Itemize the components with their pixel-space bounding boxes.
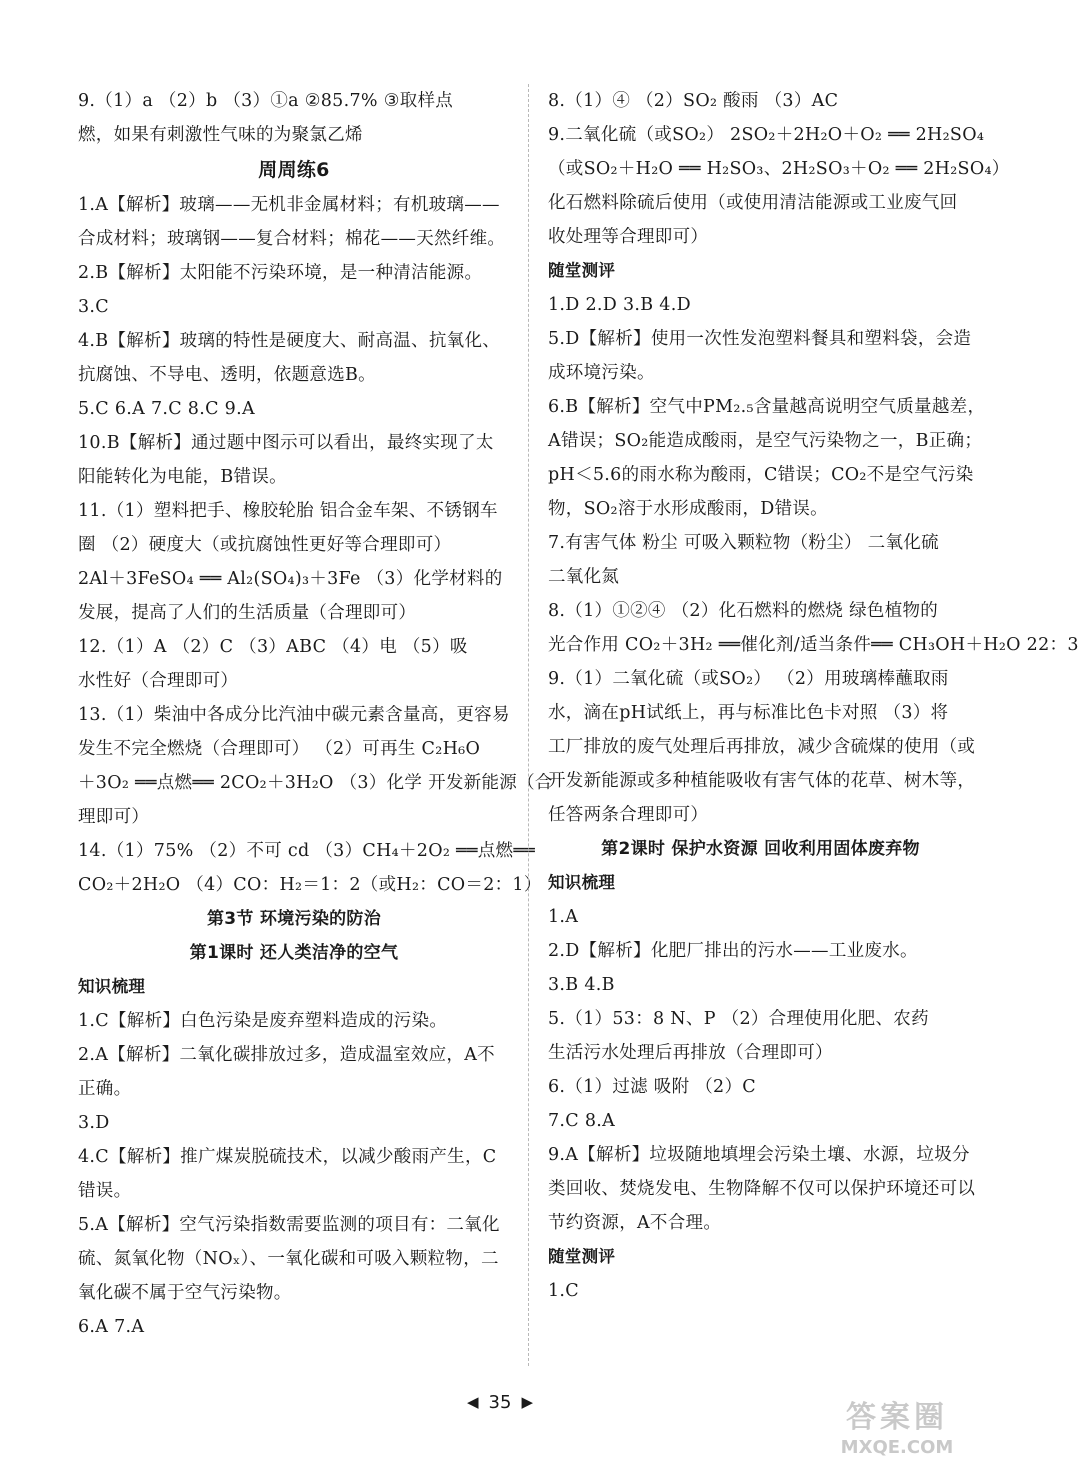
answer-line: 任答两条合理即可） xyxy=(548,805,709,825)
answer-line: 5.C 6.A 7.C 8.C 9.A xyxy=(78,399,255,419)
answer-line: 合成材料；玻璃钢——复合材料；棉花——天然纤维。 xyxy=(78,229,506,249)
answer-line: 2.A【解析】二氧化碳排放过多，造成温室效应，A不 xyxy=(78,1045,495,1065)
answer-line: 阳能转化为电能，B错误。 xyxy=(78,467,287,487)
answer-line: 5.A【解析】空气污染指数需要监测的项目有：二氧化 xyxy=(78,1215,500,1235)
answer-line: 4.B【解析】玻璃的特性是硬度大、耐高温、抗氧化、 xyxy=(78,331,501,351)
answer-line: 7.C 8.A xyxy=(548,1111,616,1131)
answer-line: （或SO₂＋H₂O ══ H₂SO₃、2H₂SO₃＋O₂ ══ 2H₂SO₄） xyxy=(548,159,1010,179)
answer-line: 7.有害气体 粉尘 可吸入颗粒物（粉尘） 二氧化硫 xyxy=(548,533,939,553)
answer-line: 4.C【解析】推广煤炭脱硫技术，以减少酸雨产生，C xyxy=(78,1147,497,1167)
answer-line: ＋3O₂ ══点燃══ 2CO₂＋3H₂O （3）化学 开发新能源（合 xyxy=(78,773,553,793)
answer-line: 5.（1）53：8 N、P （2）合理使用化肥、农药 xyxy=(548,1009,929,1029)
answer-line: 水，滴在pH试纸上，再与标准比色卡对照 （3）将 xyxy=(548,703,949,723)
answer-line: 8.（1）④ （2）SO₂ 酸雨 （3）AC xyxy=(548,91,839,111)
answer-line: 氧化碳不属于空气污染物。 xyxy=(78,1283,292,1303)
answer-line: 3.B 4.B xyxy=(548,975,615,995)
answer-line: 二氧化氮 xyxy=(548,567,620,587)
answer-line: 6.（1）过滤 吸附 （2）C xyxy=(548,1077,756,1097)
watermark-bottom-text: MXQE.COM xyxy=(840,1437,954,1458)
answer-line: 6.A 7.A xyxy=(78,1317,145,1337)
section-title: 周周练6 xyxy=(258,159,330,181)
section-subtitle: 第2课时 保护水资源 回收利用固体废弃物 xyxy=(601,839,920,859)
answer-line: 1.D 2.D 3.B 4.D xyxy=(548,295,691,315)
answer-line: 1.C xyxy=(548,1281,579,1301)
answer-line: 9.二氧化硫（或SO₂） 2SO₂＋2H₂O＋O₂ ══ 2H₂SO₄ xyxy=(548,125,985,145)
answer-line: 5.D【解析】使用一次性发泡塑料餐具和塑料袋，会造 xyxy=(548,329,972,349)
answer-line: 节约资源，A不合理。 xyxy=(548,1213,722,1233)
answer-line: 生活污水处理后再排放（合理即可） xyxy=(548,1043,833,1063)
answer-line: pH＜5.6的雨水称为酸雨，C错误；CO₂不是空气污染 xyxy=(548,465,974,485)
answer-line: 2.D【解析】化肥厂排出的污水——工业废水。 xyxy=(548,941,918,961)
answer-line: 9.（1）a （2）b （3）①a ②85.7% ③取样点 xyxy=(78,91,454,111)
answer-line: 14.（1）75% （2）不可 cd （3）CH₄＋2O₂ ══点燃══ xyxy=(78,841,535,861)
answer-line: 13.（1）柴油中各成分比汽油中碳元素含量高，更容易 xyxy=(78,705,510,725)
section-subtitle: 第1课时 还人类洁净的空气 xyxy=(189,943,399,963)
answer-line: 物，SO₂溶于水形成酸雨，D错误。 xyxy=(548,499,828,519)
answer-line: 9.（1）二氧化硫（或SO₂） （2）用玻璃棒蘸取雨 xyxy=(548,669,949,689)
answer-line: 2.B【解析】太阳能不污染环境，是一种清洁能源。 xyxy=(78,263,483,283)
answer-line: 类回收、焚烧发电、生物降解不仅可以保护环境还可以 xyxy=(548,1179,976,1199)
answer-line: 光合作用 CO₂＋3H₂ ══催化剂/适当条件══ CH₃OH＋H₂O 22：3 xyxy=(548,635,1079,655)
left-column xyxy=(78,84,553,1344)
answer-line: 工厂排放的废气处理后再排放，减少含硫煤的使用（或 xyxy=(548,737,976,757)
answer-line: CO₂＋2H₂O （4）CO：H₂＝1：2（或H₂：CO＝2：1） xyxy=(78,875,542,895)
answer-line: 10.B【解析】通过题中图示可以看出，最终实现了太 xyxy=(78,433,494,453)
section-heading: 随堂测评 xyxy=(548,261,616,280)
answer-line: 水性好（合理即可） xyxy=(78,671,239,691)
answer-line: 3.D xyxy=(78,1113,110,1133)
watermark-logo xyxy=(812,1400,982,1464)
answer-line: 8.（1）①②④ （2）化石燃料的燃烧 绿色植物的 xyxy=(548,601,939,621)
answer-line: 11.（1）塑料把手、橡胶轮胎 铝合金车架、不锈钢车 xyxy=(78,501,498,521)
answer-line: 错误。 xyxy=(78,1181,132,1201)
answer-line: 1.A xyxy=(548,907,579,927)
answer-line: 1.A【解析】玻璃——无机非金属材料；有机玻璃—— xyxy=(78,195,500,215)
section-subtitle: 第3节 环境污染的防治 xyxy=(206,909,382,929)
answer-line: 6.B【解析】空气中PM₂.₅含量越高说明空气质量越差， xyxy=(548,397,986,417)
answer-line: 正确。 xyxy=(78,1079,132,1099)
watermark-top-text: 答案圈 xyxy=(846,1400,948,1435)
answer-line: 3.C xyxy=(78,297,109,317)
next-page-icon[interactable]: ▶ xyxy=(521,1393,533,1411)
answer-line: 1.C【解析】白色污染是废弃塑料造成的污染。 xyxy=(78,1011,448,1031)
answer-line: 发展，提高了人们的生活质量（合理即可） xyxy=(78,603,417,623)
page-number: 35 xyxy=(488,1391,512,1413)
answer-line: 理即可） xyxy=(78,807,150,827)
answer-line: 收处理等合理即可） xyxy=(548,227,709,247)
section-heading: 知识梳理 xyxy=(78,977,146,996)
prev-page-icon[interactable]: ◀ xyxy=(467,1393,479,1411)
answer-line: 9.A【解析】垃圾随地填埋会污染土壤、水源，垃圾分 xyxy=(548,1145,970,1165)
answer-line: 圈 （2）硬度大（或抗腐蚀性更好等合理即可） xyxy=(78,535,452,555)
answer-line: 开发新能源或多种植能吸收有害气体的花草、树木等， xyxy=(548,771,976,791)
answer-line: 成环境污染。 xyxy=(548,363,655,383)
answer-line: 发生不完全燃烧（合理即可） （2）可再生 C₂H₆O xyxy=(78,739,481,759)
right-column xyxy=(548,84,1079,1308)
answer-line: 抗腐蚀、不导电、透明，依题意选B。 xyxy=(78,365,376,385)
section-heading: 随堂测评 xyxy=(548,1247,616,1266)
answer-line: A错误；SO₂能造成酸雨，是空气污染物之一，B正确； xyxy=(548,431,983,451)
answer-line: 12.（1）A （2）C （3）ABC （4）电 （5）吸 xyxy=(78,637,468,657)
answer-line: 硫、氮氧化物（NOₓ）、一氧化碳和可吸入颗粒物，二 xyxy=(78,1249,499,1269)
section-heading: 知识梳理 xyxy=(548,873,616,892)
column-divider xyxy=(528,84,529,1366)
answer-line: 化石燃料除硫后使用（或使用清洁能源或工业废气回 xyxy=(548,193,958,213)
answer-line: 2Al＋3FeSO₄ ══ Al₂(SO₄)₃＋3Fe （3）化学材料的 xyxy=(78,569,503,589)
answer-line: 燃，如果有刺激性气味的为聚氯乙烯 xyxy=(78,125,363,145)
